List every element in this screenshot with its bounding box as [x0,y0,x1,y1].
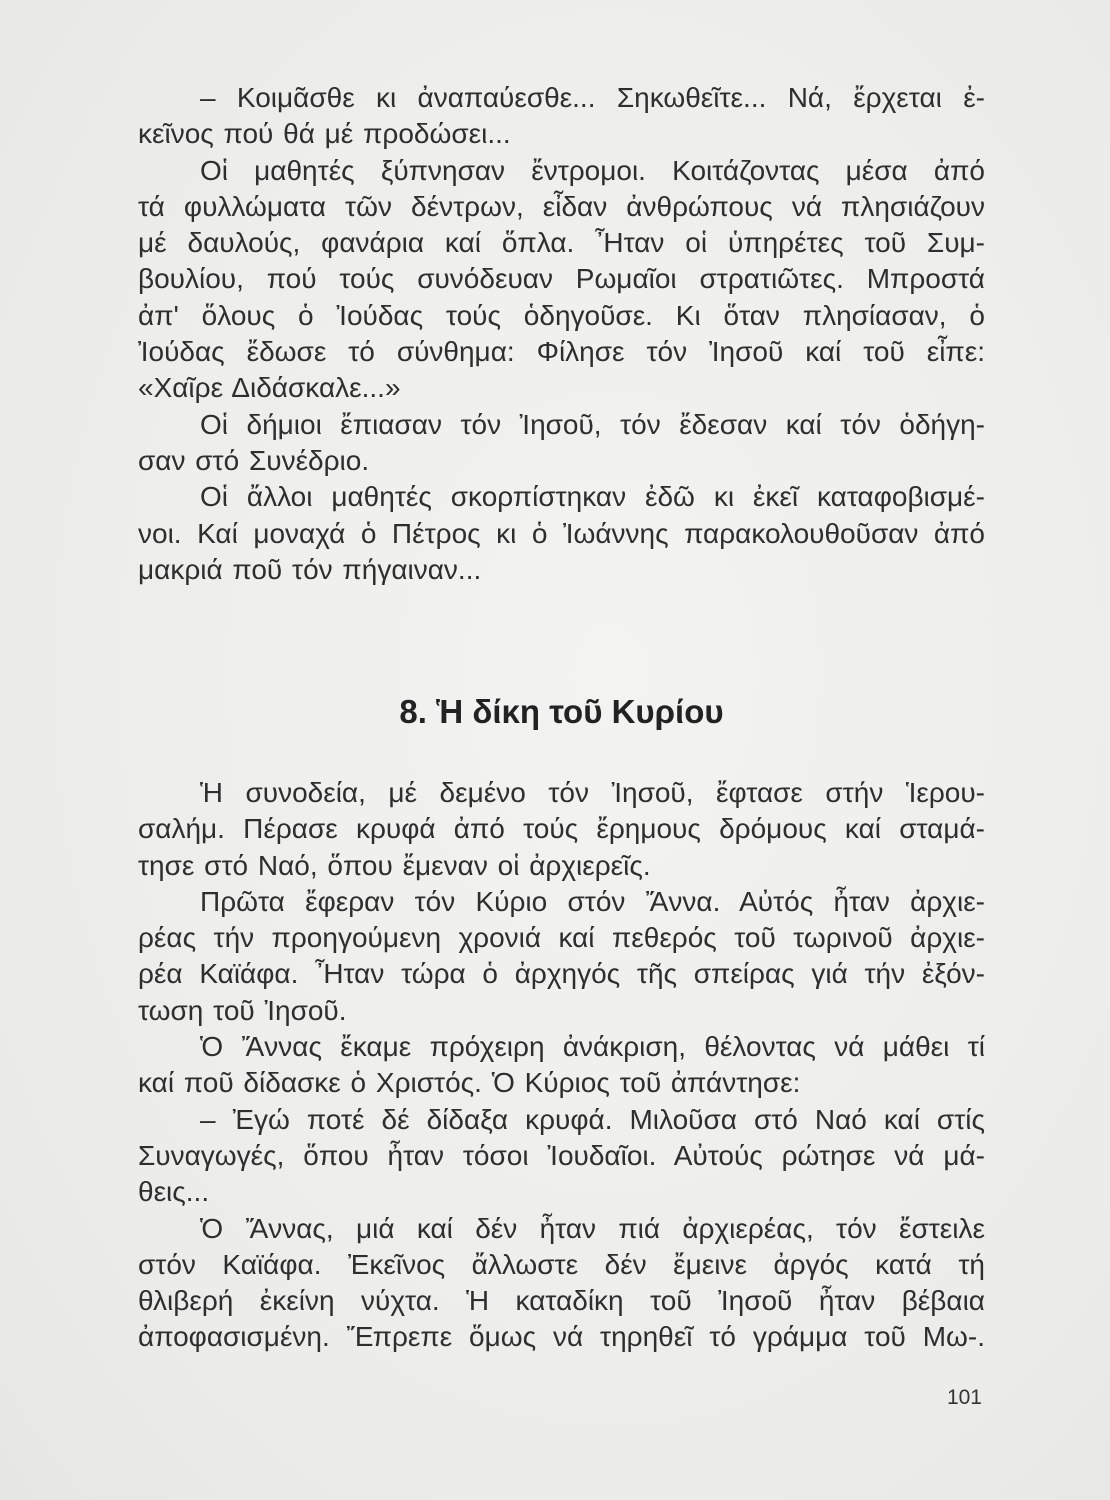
paragraph [138,407,985,480]
text-line: τά φυλλώματα τῶν δέντρων, εἶδαν ἀνθρώπους νά πλησιάζουν [138,190,985,222]
text-line: σαλήμ. Πέρασε κρυφά ἀπό τούς ἔρημους δρόμους καί σταμά- [138,813,985,845]
paragraph [138,80,985,153]
paragraph [138,775,985,884]
paragraph [138,1102,985,1211]
paragraph [138,1211,985,1356]
text-line: Οἱ ἄλλοι μαθητές σκορπίστηκαν ἐδῶ κι ἐκεῖ καταφοβισμέ- [200,481,985,513]
text-line: Οἱ μαθητές ξύπνησαν ἔντρομοι. Κοιτάζοντας μέσα ἀπό [200,154,985,186]
text-line: μακριά ποῦ τόν πήγαιναν... [138,553,482,585]
page-number: 101 [946,1386,982,1409]
text-line: ἀπ' ὅλους ὁ Ἰούδας τούς ὁδηγοῦσε. Κι ὅταν πλησίασαν, ὁ [138,299,985,331]
text-line: – Κοιμᾶσθε κι ἀναπαύεσθε... Σηκωθεῖτε... Νά, ἔρχεται ἐ- [200,82,985,113]
text-section-1 [138,80,985,588]
chapter-heading: 8. Ἡ δίκη τοῦ Κυρίου [399,693,724,730]
paragraph [138,884,985,1029]
text-line: τωση τοῦ Ἰησοῦ. [138,994,347,1026]
text-line: νοι. Καί μοναχά ὁ Πέτρος κι ὁ Ἰωάννης παρακολουθοῦσαν ἀπό [138,517,985,549]
text-line: Ὁ Ἄννας ἔκαμε πρόχειρη ἀνάκριση, θέλοντας νά μάθει τί [200,1031,985,1063]
text-line: ρέα Καϊάφα. Ἦταν τώρα ὁ ἀρχηγός τῆς σπείρας γιά τήν ἐξόν- [138,958,985,990]
text-line: καί ποῦ δίδασκε ὁ Χριστός. Ὁ Κύριος τοῦ ἀπάντησε: [138,1067,801,1099]
text-line: μέ δαυλούς, φανάρια καί ὅπλα. Ἦταν οἱ ὑπηρέτες τοῦ Συμ- [138,227,985,259]
paragraph [138,1029,985,1102]
text-line: θλιβερή ἐκείνη νύχτα. Ἡ καταδίκη τοῦ Ἰησοῦ ἦταν βέβαια [138,1285,985,1317]
text-line: θεις... [138,1176,210,1208]
text-line: Ἰούδας ἔδωσε τό σύνθημα: Φίλησε τόν Ἰησοῦ καί τοῦ εἶπε: [138,336,985,368]
text-line: βουλίου, πού τούς συνόδευαν Ρωμαῖοι στρατιῶτες. Μπροστά [138,263,985,295]
paragraph [138,153,985,407]
text-section-2 [138,775,985,1356]
text-line: κεῖνος πού θά μέ προδώσει... [138,118,511,150]
text-line: ἀποφασισμένη. Ἔπρεπε ὅμως νά τηρηθεῖ τό γράμμα τοῦ Μω-. [138,1321,985,1353]
text-line: «Χαῖρε Διδάσκαλε...» [138,372,401,404]
text-line: Πρῶτα ἔφεραν τόν Κύριο στόν Ἄννα. Αὐτός ἦταν ἀρχιε- [200,885,985,917]
text-line: στόν Καϊάφα. Ἐκεῖνος ἄλλωστε δέν ἔμεινε ἀργός κατά τή [138,1248,985,1280]
text-line: – Ἐγώ ποτέ δέ δίδαξα κρυφά. Μιλοῦσα στό Ναό καί στίς [200,1103,985,1135]
text-line: Οἱ δήμιοι ἔπιασαν τόν Ἰησοῦ, τόν ἔδεσαν καί τόν ὁδήγη- [200,408,985,440]
paragraph [138,479,985,588]
text-line: Συναγωγές, ὅπου ἦταν τόσοι Ἰουδαῖοι. Αὐτούς ρώτησε νά μά- [138,1139,985,1171]
text-line: Ἡ συνοδεία, μέ δεμένο τόν Ἰησοῦ, ἔφτασε στήν Ἱερου- [200,777,985,808]
text-line: τησε στό Ναό, ὅπου ἔμεναν οἱ ἀρχιερεῖς. [138,849,651,881]
text-line: σαν στό Συνέδριο. [138,444,370,476]
text-line: ρέας τήν προηγούμενη χρονιά καί πεθερός τοῦ τωρινοῦ ἀρχιε- [138,922,985,954]
text-line: Ὁ Ἄννας, μιά καί δέν ἦταν πιά ἀρχιερέας, τόν ἔστειλε [200,1212,985,1244]
